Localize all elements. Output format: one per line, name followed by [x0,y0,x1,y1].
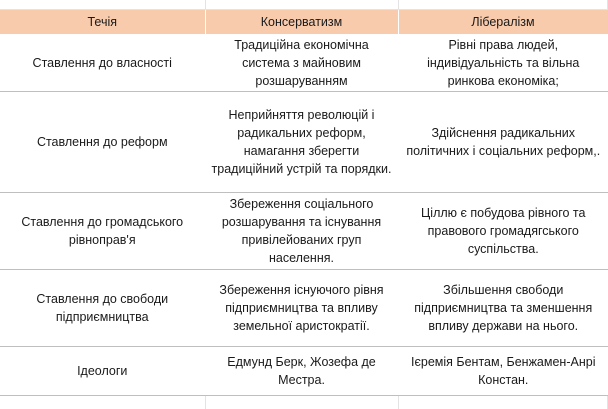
table-row [0,270,608,347]
liberalism-cell[interactable]: Ієремія Бентам, Бенжамен-Анрі Констан. [398,347,608,396]
aspect-cell[interactable]: Ставлення до свободи підприємництва [0,270,205,347]
aspect-cell[interactable]: Ставлення до власності [0,34,205,92]
aspect-cell[interactable]: Ставлення до громадського рівноправ'я [0,193,205,270]
liberalism-cell[interactable]: Здійснення радикальних політичних і соціальних реформ,. [398,92,608,193]
header-row [0,10,608,34]
liberalism-cell[interactable]: Збільшення свободи підприємництва та зменшення впливу держави на нього. [398,270,608,347]
conservatism-cell[interactable]: Едмунд Берк, Жозефа де Местра. [205,347,398,396]
table-row [0,34,608,92]
comparison-table [0,10,608,396]
header-cell-conservatism[interactable]: Консерватизм [205,10,398,34]
conservatism-cell[interactable]: Традиційна економічна система з майновим розшаруванням [205,34,398,92]
table-row [0,347,608,396]
header-cell-liberalism[interactable]: Лібералізм [398,10,608,34]
conservatism-cell[interactable]: Збереження соціального розшарування та існування привілейованих груп населення. [205,193,398,270]
liberalism-cell[interactable]: Ціллю є побудова рівного та правового громадягського суспільства. [398,193,608,270]
conservatism-cell[interactable]: Збереження існуючого рівня підприємництва та впливу земельної аристократії. [205,270,398,347]
liberalism-cell[interactable]: Рівні права людей, індивідуальність та вільна ринкова економіка; [398,34,608,92]
aspect-cell[interactable]: Ідеологи [0,347,205,396]
table-row [0,193,608,270]
header-cell-current[interactable]: Течія [0,10,205,34]
conservatism-cell[interactable]: Неприйняття революцій і радикальних реформ, намагання зберегти традиційний устрій та порядки. [205,92,398,193]
aspect-cell[interactable]: Ставлення до реформ [0,92,205,193]
table-row [0,92,608,193]
